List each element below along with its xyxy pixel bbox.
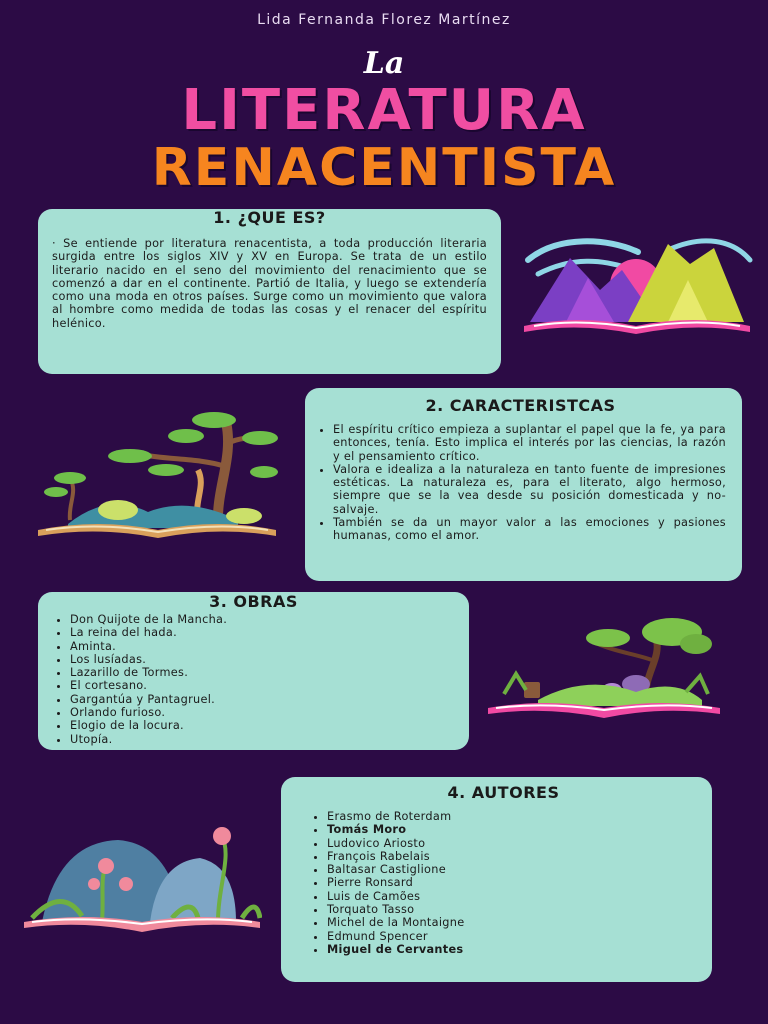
list-item: • Los lusíadas. xyxy=(70,653,455,666)
list-obras xyxy=(52,613,455,746)
list-caracteristicas xyxy=(315,423,726,543)
flowers-book-illustration xyxy=(22,826,262,934)
mountain-book-illustration xyxy=(518,230,754,334)
heading-que-es: 1. ¿QUE ES? xyxy=(213,208,326,227)
heading-autores: 4. AUTORES xyxy=(447,783,560,802)
list-item: • Miguel de Cervantes xyxy=(327,943,698,956)
list-item: • Lazarillo de Tormes. xyxy=(70,666,455,679)
list-item: • Gargantúa y Pantagruel. xyxy=(70,693,455,706)
list-item: • Luis de Camões xyxy=(327,890,698,903)
list-item: • También se da un mayor valor a las emociones y pasiones humanas, como el amor. xyxy=(333,516,726,543)
list-item: • Michel de la Montaigne xyxy=(327,916,698,929)
card-autores xyxy=(281,777,712,982)
heading-caracteristicas: 2. CARACTERISTCAS xyxy=(425,396,616,415)
list-item: • Elogio de la locura. xyxy=(70,719,455,732)
list-autores xyxy=(309,810,698,956)
list-item: • Valora e idealiza a la naturaleza en tanto fuente de impresiones estéticas. La naturaleza es, para el literato, algo hermoso, siempre que se la vea desde su posición domesticada y no-salvaje. xyxy=(333,463,726,516)
card-caracteristicas xyxy=(305,388,742,581)
title-line-2: RENACENTISTA xyxy=(151,138,617,198)
list-item: • Aminta. xyxy=(70,640,455,653)
trees-book-illustration xyxy=(38,408,278,538)
list-item: • Edmund Spencer xyxy=(327,930,698,943)
text-que-es: · Se entiende por literatura renacentista, a toda producción literaria surgida entre los siglos XIV y XV en Europa. Se trata de un estilo literario nacido en el seno del movimiento del renacimiento que se comenzó a dar en el continente. Partió de Italia, y luego se extendería como una moda en otros países. Surge como un movimiento que valora al hombre como medida de todas las cosas y el renacer del espíritu helénico. xyxy=(52,237,487,330)
title-line-1: LITERATURA xyxy=(181,78,587,143)
card-que-es xyxy=(38,209,501,374)
card-obras xyxy=(38,592,469,750)
list-item: • Erasmo de Roterdam xyxy=(327,810,698,823)
list-item: • Don Quijote de la Mancha. xyxy=(70,613,455,626)
list-item: • Torquato Tasso xyxy=(327,903,698,916)
list-item: • Tomás Moro xyxy=(327,823,698,836)
list-item: • Ludovico Ariosto xyxy=(327,837,698,850)
list-item: • Baltasar Castiglione xyxy=(327,863,698,876)
title-small: La xyxy=(363,46,405,81)
list-item: • Utopía. xyxy=(70,733,455,746)
list-item: • El cortesano. xyxy=(70,679,455,692)
heading-obras: 3. OBRAS xyxy=(209,592,298,611)
list-item: • François Rabelais xyxy=(327,850,698,863)
author-name: Lida Fernanda Florez Martínez xyxy=(257,12,511,28)
list-item: • Pierre Ronsard xyxy=(327,876,698,889)
list-item: • Orlando furioso. xyxy=(70,706,455,719)
list-item: • El espíritu crítico empieza a suplantar el papel que la fe, ya para entonces, tenía. Esto implica el interés por las ciencias, la razón y el pensamiento crítico. xyxy=(333,423,726,463)
tree-rocks-book-illustration xyxy=(486,614,722,720)
list-item: • La reina del hada. xyxy=(70,626,455,639)
